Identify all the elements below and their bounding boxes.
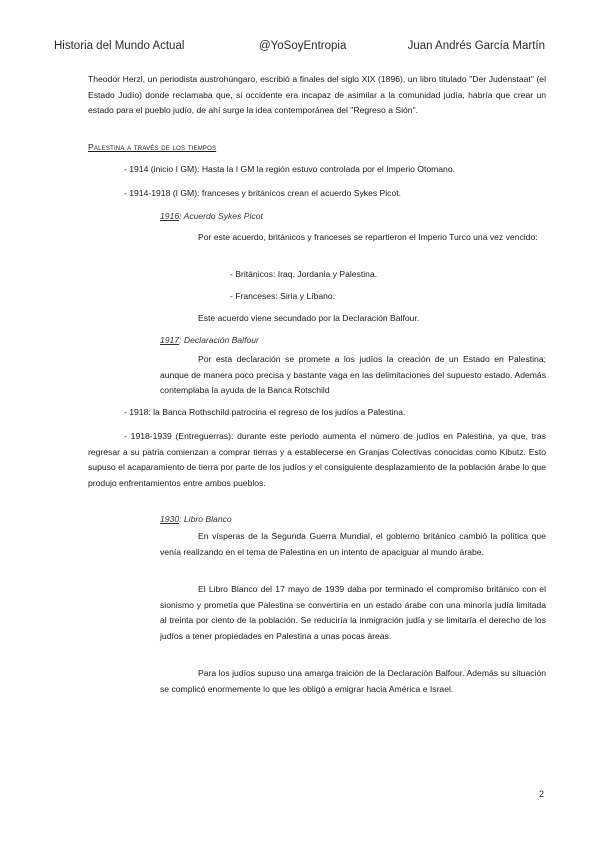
balfour-title: : Declaración Balfour	[179, 335, 259, 345]
section-title: Palestina a través de los tiempos	[88, 142, 217, 152]
sykes-list-franceses: - Franceses: Siria y Líbano.	[230, 291, 336, 301]
subheading-sykes-picot	[160, 209, 263, 225]
header-author: Juan Andrés García Martín	[407, 40, 545, 52]
sykes-followup: Este acuerdo viene secundado por la Declaración Balfour.	[198, 313, 420, 323]
balfour-year: 1917	[160, 335, 180, 345]
page-number: 2	[538, 789, 544, 799]
subheading-libro-blanco	[160, 512, 232, 528]
bullet-1918-1939: - 1918-1939 (Entreguerras): durante este periodo aumenta el número de judíos en Palestina, ya que, tras regresar a su patria comienzan a comprar tierras y a establecerse en Granjas Colectivas conocidas como Kibutz. Esto supuso el acaparamiento de tierra por parte de los judíos y el consiguiente desplazamiento de la población árabe lo que produjo enfrentamientos entre ambos pueblos.	[88, 431, 546, 488]
sykes-list-britanicos: - Británicos: Iraq, Jordania y Palestina.	[230, 269, 378, 279]
sykes-year: 1916	[160, 211, 180, 221]
header-course-title: Historia del Mundo Actual	[54, 40, 185, 52]
sykes-text: Por este acuerdo, británicos y franceses se repartieron el Imperio Turco una vez vencido:	[198, 232, 538, 242]
libro-paragraph-2: El Libro Blanco del 17 mayo de 1939 daba por terminado el compromiso británico con el sionismo y prometía que Palestina se convertiría en un estado árabe con una minoría judía limitada al treinta por ciento de la población. Se reduciría la inmigración judía y se limitaría el derecho de los judíos a tener propiedades en Palestina a unas pocas áreas.	[160, 584, 546, 641]
sykes-title: : Acuerdo Sykes Picot	[179, 211, 263, 221]
libro-paragraph-3: Para los judíos supuso una amarga traición de la Declaración Balfour. Además su situación se complicó enormemente lo que les obligó a emigrar hacia América e Israel.	[160, 668, 546, 694]
libro-paragraph-1: En vísperas de la Segunda Guerra Mundial, el gobierno británico cambió la política que venía realizando en el tema de Palestina en un intento de apaciguar al mundo árabe.	[160, 531, 546, 557]
intro-paragraph: Theodor Herzl, un periodista austrohúngaro, escribió a finales del siglo XIX (1896), un libro titulado "Der Judenstaat" (el Estado Judío) donde reclamaba que, si occidente era incapaz de asimilar a la comunidad judía, habría que crear un estado para el pueblo judío, de ahí surge la idea contemporánea del "Regreso a Sión".	[88, 74, 546, 115]
libro-title: : Libro Blanco	[179, 514, 232, 524]
bullet-1918: - 1918: la Banca Rothschild patrocina el regreso de los judíos a Palestina.	[124, 407, 406, 417]
page-header	[54, 40, 545, 54]
bullet-1914: - 1914 (inicio I GM): Hasta la I GM la región estuvo controlada por el Imperio Otomano.	[124, 164, 456, 174]
balfour-text: Por esta declaración se promete a los judíos la creación de un Estado en Palestina; aunque de manera poco precisa y bastante vaga en las delimitaciones del supuesto estado. Además contemplaba la ayuda de la Banca Rotschild	[160, 354, 546, 395]
libro-year: 1930	[160, 514, 180, 524]
header-handle: @YoSoyEntropia	[259, 40, 347, 52]
subheading-balfour	[160, 333, 259, 349]
bullet-1914-1918: - 1914-1918 (I GM): franceses y británicos crean el acuerdo Sykes Picot.	[124, 188, 402, 198]
